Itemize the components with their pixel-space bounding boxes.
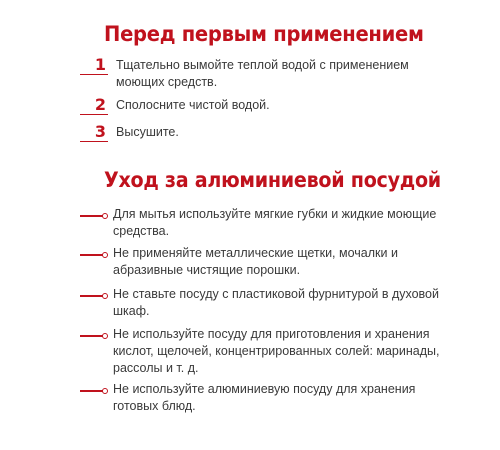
step-text: Сполосните чистой водой.: [116, 98, 270, 112]
care-item-text: Не ставьте посуду с пластиковой фурнитурой в духовой шкаф.: [113, 287, 439, 318]
step-text: Высушите.: [116, 125, 179, 139]
step-number: 3: [94, 122, 106, 141]
care-item-text: Не используйте посуду для приготовления и хранения кислот, щелочей, концентрированных солей: маринады, рассолы и т. д.: [113, 327, 440, 375]
bullet-pin-icon: [80, 293, 108, 299]
section-title-first-use: Перед первым применением: [104, 22, 424, 46]
bullet-pin-icon: [80, 333, 108, 339]
step-underline: [80, 114, 108, 115]
bullet-pin-icon: [80, 252, 108, 258]
step-number: 2: [94, 95, 106, 114]
care-item-text: Для мытья используйте мягкие губки и жидкие моющие средства.: [113, 207, 437, 238]
care-item-text: Не используйте алюминиевую посуду для хранения готовых блюд.: [113, 382, 416, 413]
step-underline: [80, 74, 108, 75]
bullet-pin-icon: [80, 213, 108, 219]
step-number: 1: [94, 55, 106, 74]
section-title-aluminum-care: Уход за алюминиевой посудой: [104, 168, 441, 192]
bullet-pin-icon: [80, 388, 108, 394]
care-item-text: Не применяйте металлические щетки, мочалки и абразивные чистящие порошки.: [113, 246, 398, 277]
step-underline: [80, 141, 108, 142]
step-text: Тщательно вымойте теплой водой с применением моющих средств.: [116, 58, 409, 89]
